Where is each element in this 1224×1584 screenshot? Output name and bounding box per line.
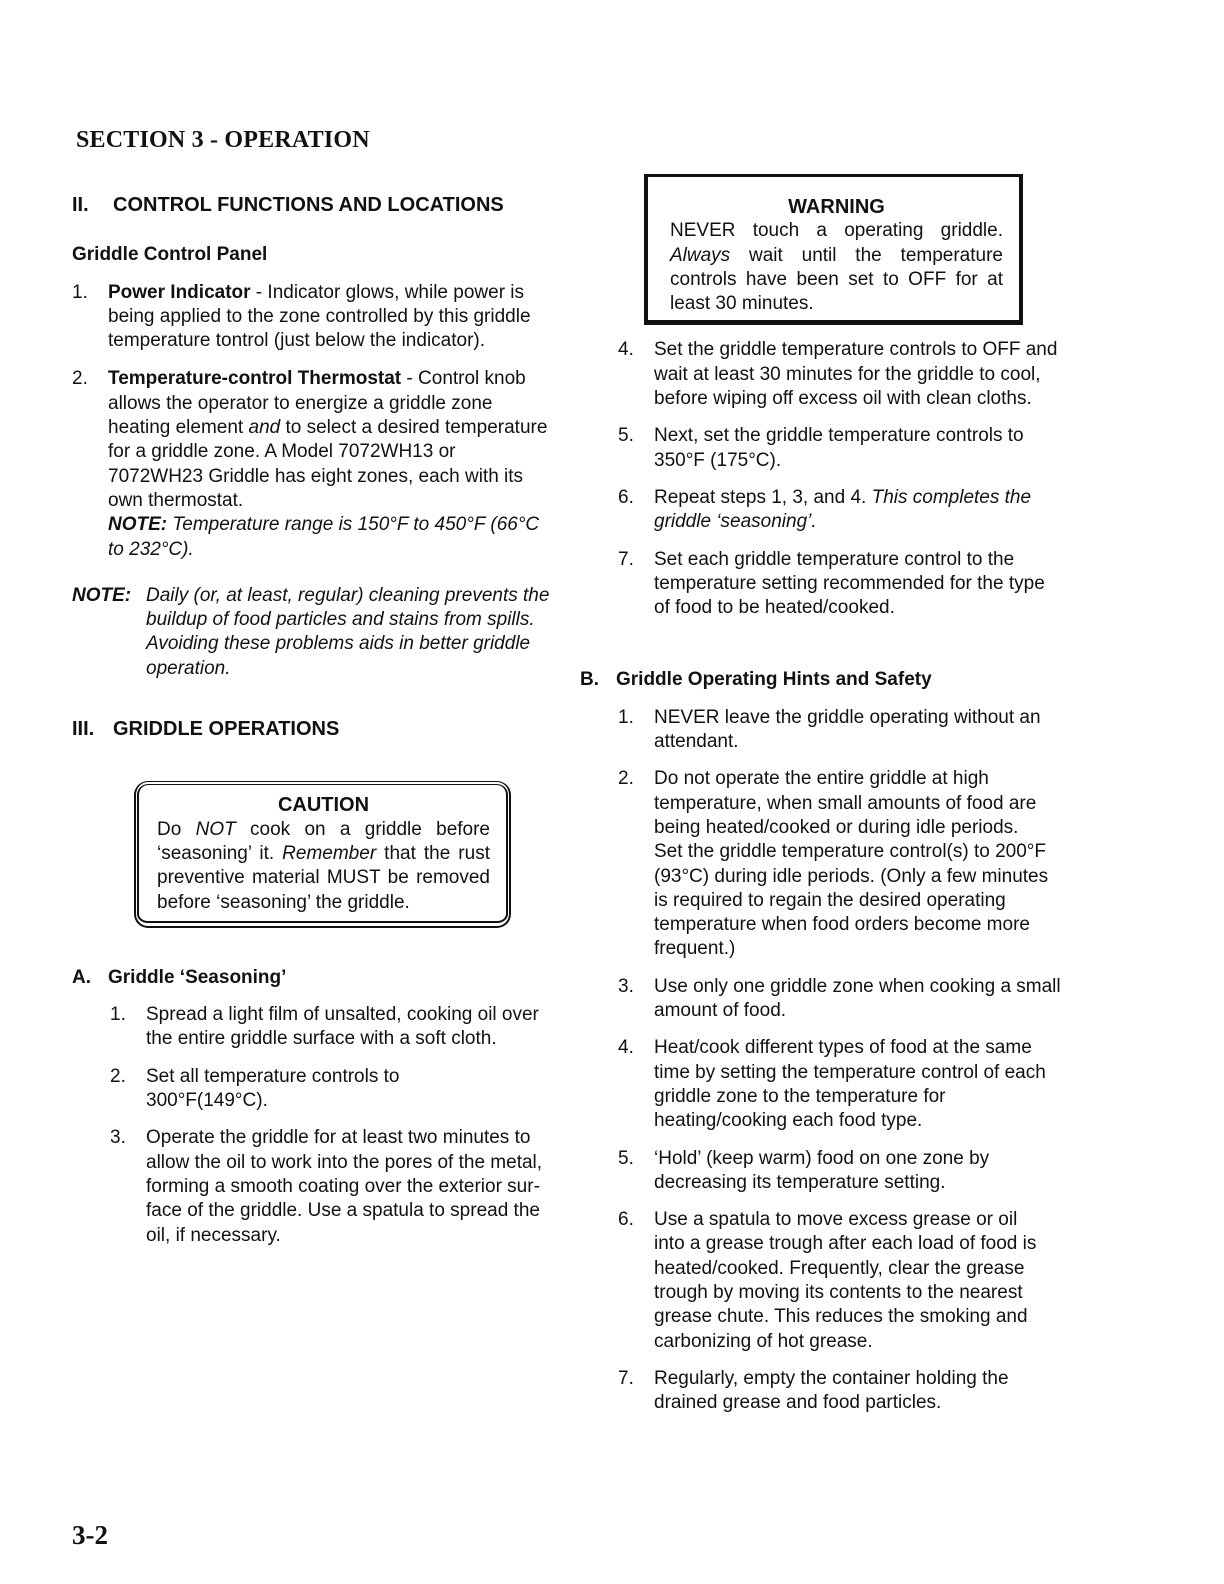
warning-text-part: NEVER touch a operating griddle. <box>670 220 1003 242</box>
item-number: 2. <box>110 1065 126 1087</box>
control-functions-list <box>72 281 552 562</box>
item-number: 6. <box>618 486 634 508</box>
list-item <box>110 1126 552 1247</box>
item-text: Next, set the griddle temperature controls to 350°F (175°C). <box>654 425 1024 471</box>
list-item <box>110 1003 552 1052</box>
list-item <box>618 486 1070 535</box>
item-text: Do not operate the entire griddle at high temperature, when small amounts of food are being heated/cooked or during idle periods. Set the griddle temperature control(s) to 200°F (93°C) during idle periods. (Only a few minutes is required to regain the desired operating temperature when food orders become more frequent.) <box>654 768 1049 960</box>
left-column <box>72 193 552 1248</box>
item-number: 4. <box>618 1037 634 1059</box>
item-lead: Temperature-control Thermostat <box>108 368 402 390</box>
item-text: Set the griddle temperature controls to OFF and wait at least 30 minutes for the griddle to cool, before wiping off excess oil with clean cloths. <box>654 339 1058 410</box>
warning-text <box>670 219 1003 316</box>
list-item <box>618 338 1070 411</box>
item-text <box>108 367 552 561</box>
item-text: Use only one griddle zone when cooking a small amount of food. <box>654 975 1061 1022</box>
item-body-a: - Control knob allows the operator to energize a griddle zone heating element <box>108 368 526 439</box>
warning-box <box>644 174 1023 325</box>
heading-text: Griddle ‘Seasoning’ <box>108 966 287 988</box>
caution-text-emphasis: Remember <box>282 842 377 864</box>
section-title: SECTION 3 - OPERATION <box>76 127 370 153</box>
heading-text: GRIDDLE OPERATIONS <box>113 718 340 741</box>
heading-number: III. <box>72 718 95 741</box>
seasoning-continued-list <box>618 338 1070 620</box>
control-panel-subheading: Griddle Control Panel <box>72 244 268 266</box>
seasoning-list <box>110 1003 552 1248</box>
item-number: 5. <box>618 1147 634 1169</box>
hints-steps <box>580 706 1070 1416</box>
caution-text-emphasis: NOT <box>195 818 236 840</box>
item-number: 3. <box>110 1127 126 1149</box>
item-number: 2. <box>72 368 88 390</box>
item-number: 2. <box>618 768 634 790</box>
item-number: 1. <box>72 281 88 303</box>
caution-box <box>134 781 511 927</box>
note-label: NOTE: <box>108 514 168 536</box>
item-text-emphasis: This completes the griddle ‘seasoning’. <box>654 486 1032 533</box>
item-text: NEVER leave the griddle operating without an attendant. <box>654 706 1041 753</box>
hints-heading <box>580 668 1070 692</box>
item-number: 1. <box>110 1004 126 1026</box>
list-item <box>110 1065 552 1114</box>
list-item <box>618 1367 1070 1416</box>
heading-letter: A. <box>72 966 91 988</box>
heading-text: CONTROL FUNCTIONS AND LOCATIONS <box>113 194 504 216</box>
item-text: ‘Hold’ (keep warm) food on one zone by decreasing its temperature setting. <box>654 1147 990 1193</box>
list-item <box>618 1208 1070 1354</box>
item-body-b: to select a desired temperature for a griddle zone. A Model 7072WH13 or 7072WH23 Griddle has eight zones, each with its own thermostat. <box>108 417 548 511</box>
cleaning-note <box>72 584 552 681</box>
item-number: 7. <box>618 548 634 570</box>
list-item <box>618 424 1070 473</box>
list-item <box>618 767 1070 961</box>
seasoning-continued-steps <box>580 338 1070 620</box>
item-number: 4. <box>618 339 634 361</box>
caution-text-part: that the rust preventive material MUST be removed before ‘seasoning’ the griddle. <box>157 842 490 913</box>
item-text: Set all temperature controls to 300°F(149°C). <box>146 1065 400 1112</box>
item-text: Heat/cook different types of food at the same time by setting the temperature control of each griddle zone to the temperature for heating/cooking each food type. <box>654 1037 1046 1132</box>
item-lead: Power Indicator <box>108 281 251 303</box>
warning-title: WARNING <box>788 196 885 218</box>
heading-text: Griddle Operating Hints and Safety <box>616 669 932 691</box>
item-text: Spread a light film of unsalted, cooking oil over the entire griddle surface with a soft cloth. <box>146 1004 539 1050</box>
note-text: Daily (or, at least, regular) cleaning prevents the buildup of food particles and stains from spills. Avoiding these problems aids in better griddle operation. <box>146 584 550 679</box>
list-item <box>618 1147 1070 1196</box>
item-number: 7. <box>618 1367 634 1389</box>
item-text: Use a spatula to move excess grease or oil into a grease trough after each load of food is heated/cooked. Frequently, clear the grease trough by moving its contents to the nearest grease chute. This reduces the smoking and carbonizing of hot grease. <box>654 1209 1037 1352</box>
item-number: 6. <box>618 1209 634 1231</box>
list-item <box>72 281 552 354</box>
seasoning-heading <box>72 966 552 990</box>
list-item <box>618 975 1070 1024</box>
temperature-note <box>108 513 552 562</box>
warning-text-emphasis: Always <box>670 244 731 266</box>
item-text: Regularly, empty the container holding the drained grease and food particles. <box>654 1367 1009 1414</box>
warning-text-part: wait until the temperature controls have been set to OFF for at least 30 minutes. <box>670 244 1003 315</box>
caution-text-part: cook on a griddle before ‘seasoning’ it. <box>157 818 491 864</box>
hints-list <box>618 706 1070 1416</box>
note-text: Temperature range is 150°F to 450°F (66°C to 232°C). <box>108 514 540 560</box>
note-label: NOTE: <box>72 584 132 606</box>
item-body-em: and <box>248 417 281 439</box>
list-item <box>618 1036 1070 1133</box>
item-number: 3. <box>618 975 634 997</box>
item-body: - Indicator glows, while power is being applied to the zone controlled by this griddle temperature tontrol (just below the indicator). <box>108 281 531 352</box>
caution-title: CAUTION <box>277 794 370 817</box>
caution-text-part: Do <box>157 818 196 840</box>
item-number: 1. <box>618 706 634 728</box>
item-number: 5. <box>618 425 634 447</box>
item-text: Set each griddle temperature control to the temperature setting recommended for the type of food to be heated/cooked. <box>654 548 1045 619</box>
caution-text <box>157 818 490 915</box>
item-text: Operate the griddle for at least two minutes to allow the oil to work into the pores of the metal, forming a smooth coating over the exterior sur-face of the griddle. Use a spatula to spread the oil, if necessary. <box>146 1127 543 1246</box>
item-text <box>654 486 1070 535</box>
list-item <box>618 706 1070 755</box>
heading-number: II. <box>72 194 89 216</box>
list-item <box>618 548 1070 621</box>
list-item <box>72 367 552 561</box>
seasoning-steps <box>72 1003 552 1248</box>
item-text-part: Repeat steps 1, 3, and 4. <box>654 486 872 508</box>
item-text <box>108 281 552 354</box>
right-column <box>580 170 1070 1415</box>
griddle-operations-heading <box>72 717 552 741</box>
page-number: 3-2 <box>72 1520 108 1550</box>
heading-letter: B. <box>580 669 599 691</box>
control-functions-heading <box>72 193 552 217</box>
